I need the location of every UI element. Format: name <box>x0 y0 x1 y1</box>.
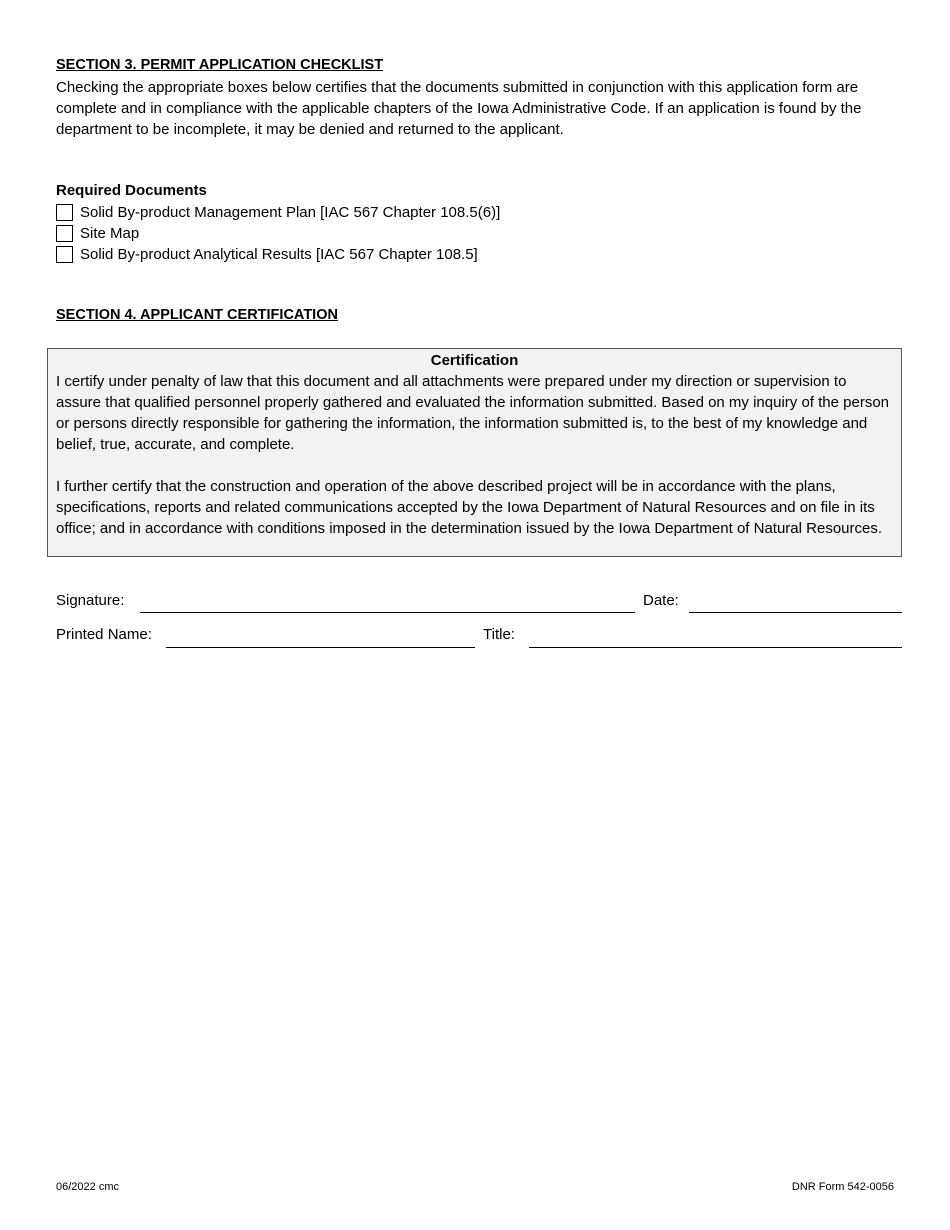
title-label: Title: <box>483 626 515 643</box>
checklist-item-analytical-results <box>56 244 478 264</box>
signature-line <box>140 612 635 613</box>
footer-revision-date: 06/2022 cmc <box>56 1181 119 1193</box>
certification-title: Certification <box>430 352 519 369</box>
section3-title: SECTION 3. PERMIT APPLICATION CHECKLIST <box>56 57 384 73</box>
printed-name-field[interactable] <box>166 626 479 648</box>
analytical-results-checkbox[interactable] <box>56 246 73 263</box>
certification-paragraph-2: I further certify that the construction and operation of the above described project will be in accordance with the plans, specifications, reports and related communications accepted by the Iowa Department of Natural Resources and on file in its office; and in accordance with conditions imposed in the determination issued by the Iowa Department of Natural Resources. <box>56 478 883 537</box>
signature-field[interactable] <box>140 592 639 614</box>
title-field[interactable] <box>529 626 906 648</box>
site-map-checkbox[interactable] <box>56 225 73 242</box>
certification-box <box>47 348 902 557</box>
date-field[interactable] <box>689 592 906 614</box>
title-line <box>529 647 902 648</box>
checklist-item-site-map <box>56 223 139 243</box>
date-label: Date: <box>643 592 679 609</box>
management-plan-label: Solid By-product Management Plan [IAC 567 Chapter 108.5(6)] <box>80 203 501 221</box>
analytical-results-label: Solid By-product Analytical Results [IAC 567 Chapter 108.5] <box>80 245 478 263</box>
required-documents-heading: Required Documents <box>56 182 207 199</box>
footer-form-number: DNR Form 542-0056 <box>791 1181 894 1193</box>
checklist-item-management-plan <box>56 202 500 222</box>
certification-paragraph-1: I certify under penalty of law that this document and all attachments were prepared under my direction or supervision to assure that qualified personnel properly gathered and evaluated the information submitted. Based on my inquiry of the person or persons directly responsible for gathering the information, the information submitted is, to the best of my knowledge and belief, true, accurate, and complete. <box>56 373 890 453</box>
management-plan-checkbox[interactable] <box>56 204 73 221</box>
section3-intro: Checking the appropriate boxes below certifies that the documents submitted in conjunction with this application form are complete and in compliance with the applicable chapters of the Iowa Administrative Code. If an application is found by the department to be incomplete, it may be denied and returned to the applicant. <box>56 79 862 138</box>
printed-name-line <box>166 647 475 648</box>
date-line <box>689 612 902 613</box>
printed-name-label: Printed Name: <box>56 626 152 643</box>
site-map-label: Site Map <box>80 224 140 242</box>
signature-label: Signature: <box>56 592 125 609</box>
section4-title: SECTION 4. APPLICANT CERTIFICATION <box>56 307 338 323</box>
